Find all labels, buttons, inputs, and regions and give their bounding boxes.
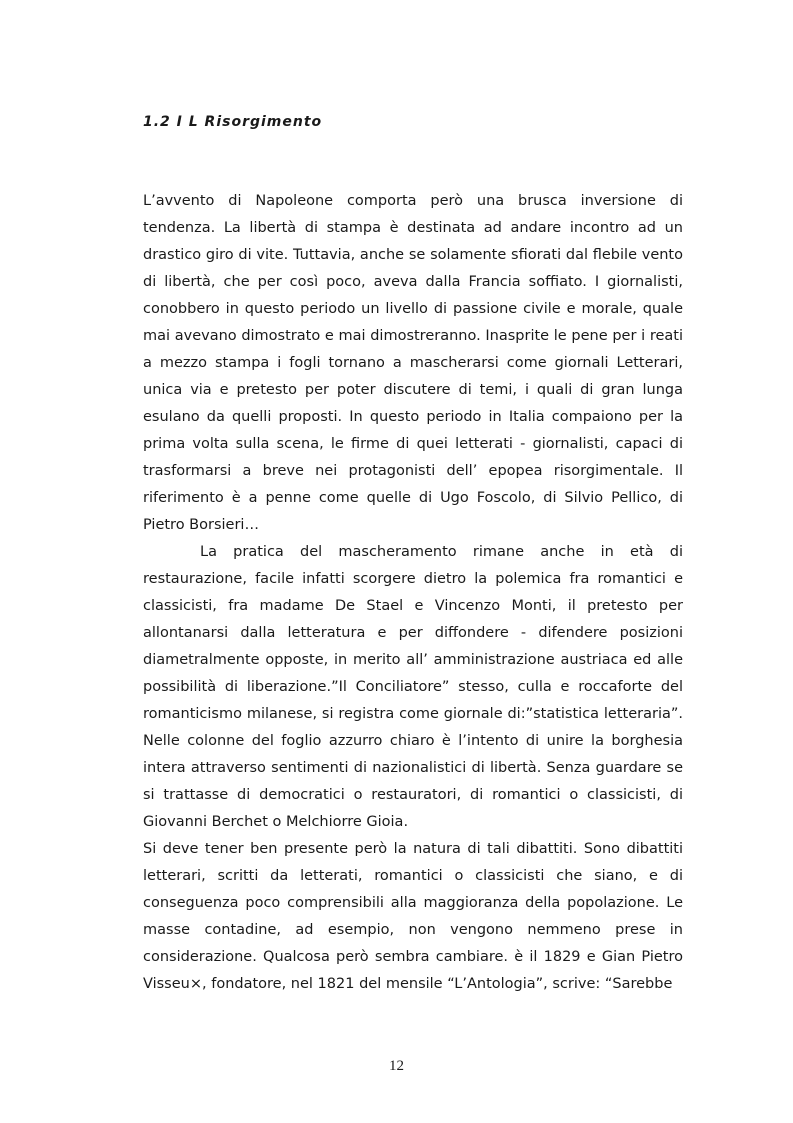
paragraph-napoleone: L’avvento di Napoleone comporta però una brusca inversione di tendenza. La libertà di stampa è destinata ad andare incontro ad un drastico giro di vite. Tuttavia, anche se solamente sfiorati dal flebile vento di libertà, che per così poco, aveva dalla Francia soffiato. I giornalisti, conobbero in questo periodo un livello di passione civile e morale, quale mai avevano dimostrato e mai dimostreranno. Inasprite le pene per i reati a mezzo stampa i fogli tornano a mascherarsi come giornali Letterari, unica via e pretesto per poter discutere di temi, i quali di gran lunga esulano da quelli proposti. In questo periodo in Italia compaiono per la prima volta sulla scena, le firme di quei letterati - giornalisti, capaci di trasformarsi a breve nei protagonisti dell’ epopea risorgimentale. Il riferimento è a penne come quelle di Ugo Foscolo, di Silvio Pellico, di Pietro Borsieri… [143,193,683,533]
page-number: 12 [389,1058,404,1074]
paragraph-dibattiti: Si deve tener ben presente però la natura di tali dibattiti. Sono dibattiti letterari, scritti da letterati, romantici o classicisti che siano, e di conseguenza poco comprensibili alla maggioranza della popolazione. Le masse contadine, ad esempio, non vengono nemmeno prese in considerazione. Qualcosa però sembra cambiare. è il 1829 e Gian Pietro Visseu×, fondatore, nel 1821 del mensile “L’Antologia”, scrive: “Sarebbe [143,841,683,992]
section-heading: 1.2 I L Risorgimento [143,114,323,130]
paragraph-mascheramento: La pratica del mascheramento rimane anche in età di restaurazione, facile infatti scorgere dietro la polemica fra romantici e classicisti, fra madame De Stael e Vincenzo Monti, il pretesto per allontanarsi dalla letteratura e per diffondere - difendere posizioni diametralmente opposte, in merito all’ amministrazione austriaca ed alle possibilità di liberazione.”Il Conciliatore” stesso, culla e roccaforte del romanticismo milanese, si registra come giornale di:”statistica letteraria”. Nelle colonne del foglio azzurro chiaro è l’intento di unire la borghesia intera attraverso sentimenti di nazionalistici di libertà. Senza guardare se si trattasse di democratici o restauratori, di romantici o classicisti, di Giovanni Berchet o Melchiorre Gioia. [143,544,683,830]
body-text [143,188,683,998]
